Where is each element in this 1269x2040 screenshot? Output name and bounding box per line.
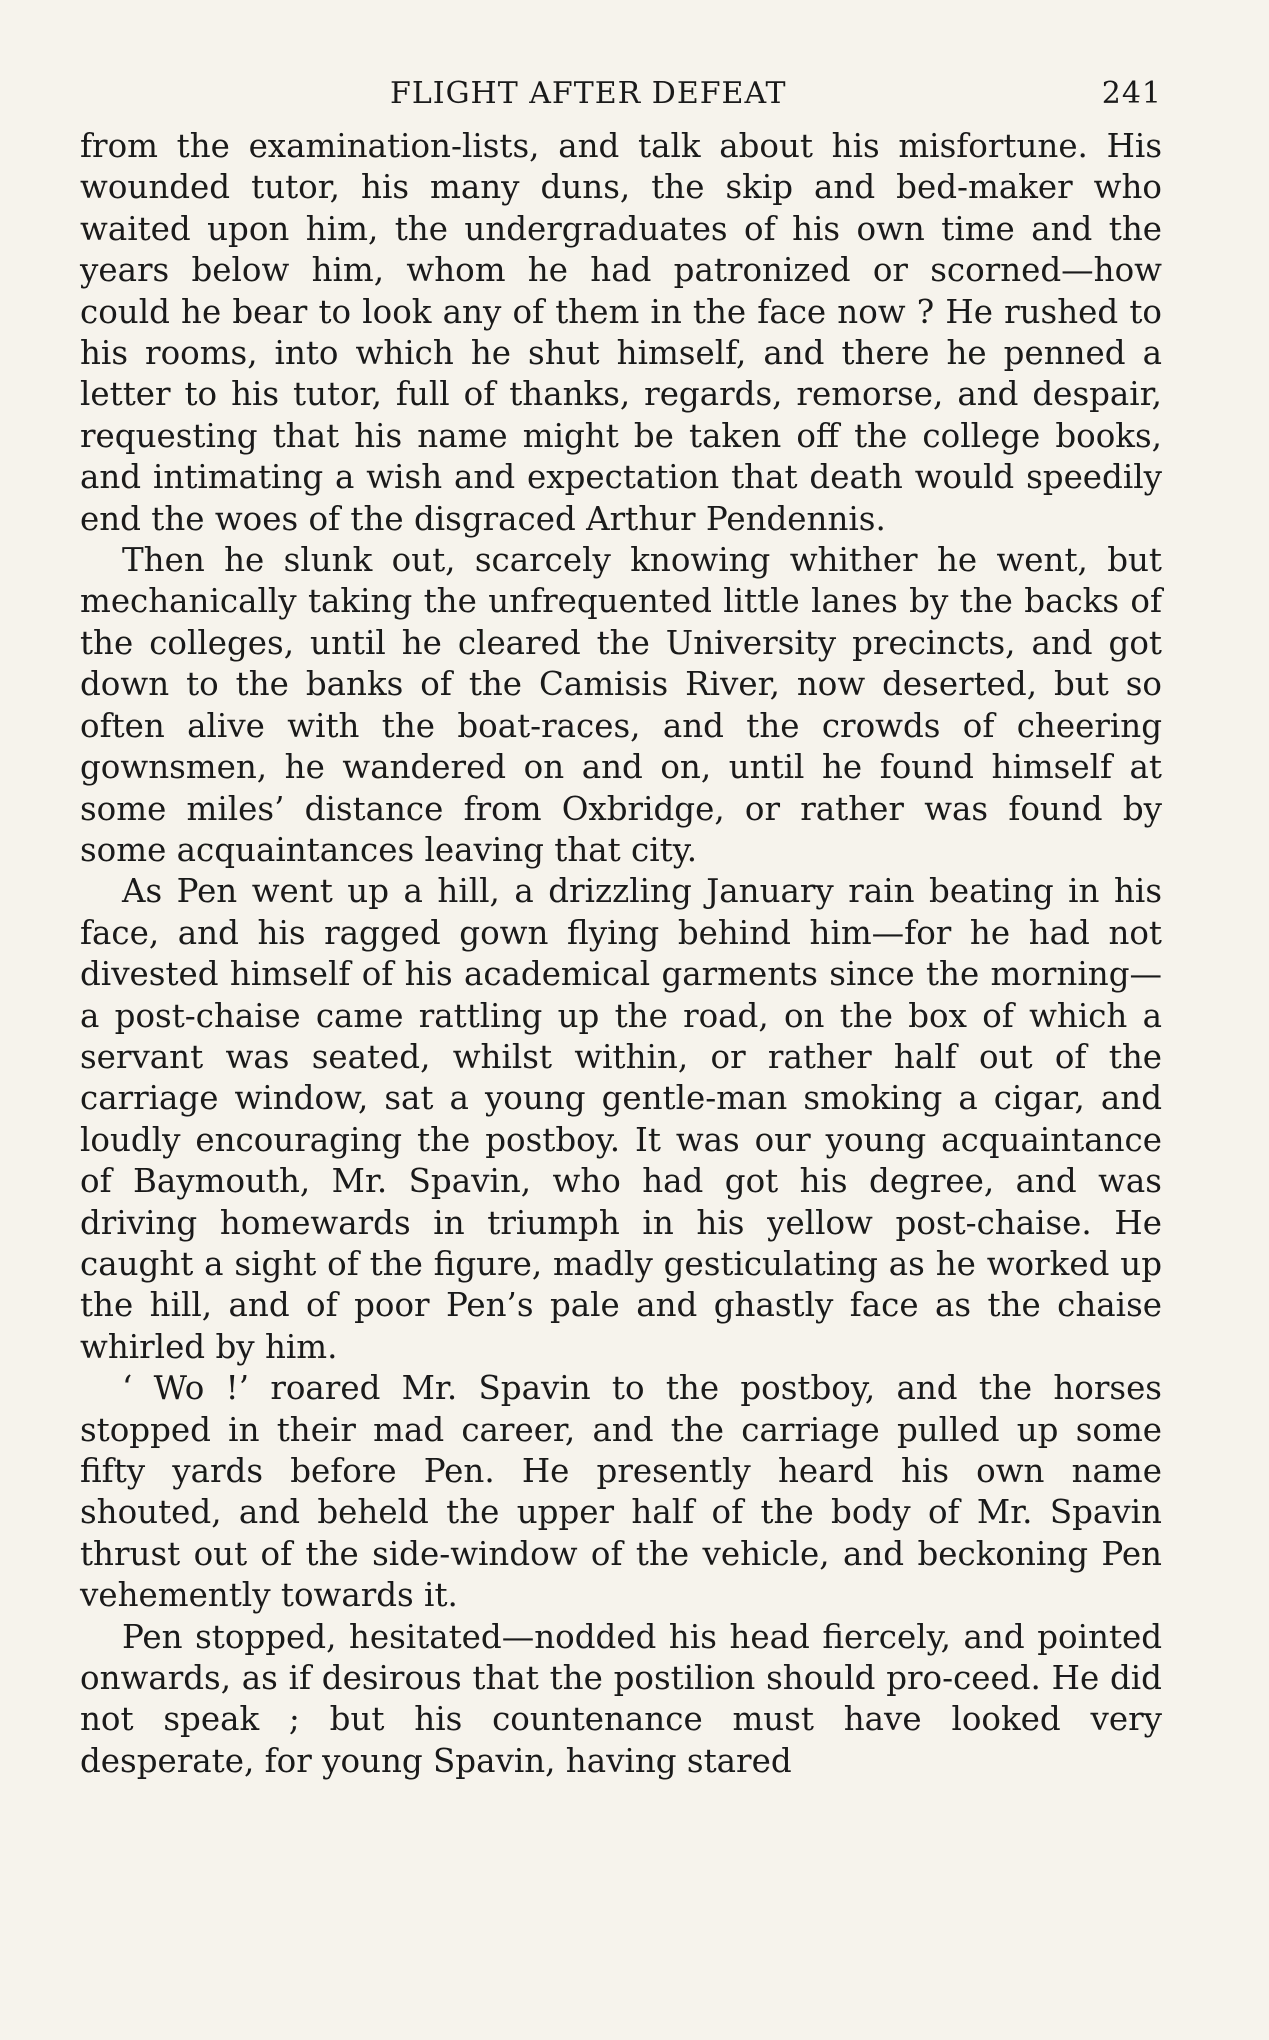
- paragraph: Pen stopped, hesitated—nodded his head fiercely, and pointed onwards, as if desirous that the postilion should pro-ceed. He did not speak ; but his countenance must have looked very desperate, for young Spavin, having stared: [80, 1617, 1162, 1780]
- paragraph: As Pen went up a hill, a drizzling January rain beating in his face, and his ragged gown flying behind him—for he had not divested himself of his academical garments since the morning—a post-chaise came rattling up the road, on the box of which a servant was seated, whilst within, or rather half out of the carriage window, sat a young gentle-man smoking a cigar, and loudly encouraging the postboy. It was our young acquaintance of Baymouth, Mr. Spavin, who had got his degree, and was driving homewards in triumph in his yellow post-chaise. He caught a sight of the figure, madly gesticulating as he worked up the hill, and of poor Pen’s pale and ghastly face as the chaise whirled by him.: [80, 872, 1162, 1366]
- running-head: [80, 70, 1162, 126]
- paragraph: Then he slunk out, scarcely knowing whither he went, but mechanically taking the unfrequented little lanes by the backs of the colleges, until he cleared the University precincts, and got down to the banks of the Camisis River, now deserted, but so often alive with the boat-races, and the crowds of cheering gownsmen, he wandered on and on, until he found himself at some miles’ distance from Oxbridge, or rather was found by some acquaintances leaving that city.: [80, 541, 1162, 869]
- running-title: FLIGHT AFTER DEFEAT: [390, 76, 787, 111]
- body-text: [80, 126, 1162, 1782]
- book-page: [80, 70, 1162, 1782]
- paragraph: ‘ Wo !’ roared Mr. Spavin to the postboy, and the horses stopped in their mad career, and the carriage pulled up some fifty yards before Pen. He presently heard his own name shouted, and beheld the upper half of the body of Mr. Spavin thrust out of the side-window of the vehicle, and beckoning Pen vehemently towards it.: [80, 1369, 1162, 1615]
- page-number: 241: [1101, 76, 1162, 111]
- paragraph: from the examination-lists, and talk about his misfortune. His wounded tutor, his many duns, the skip and bed-maker who waited upon him, the undergraduates of his own time and the years below him, whom he had patronized or scorned—how could he bear to look any of them in the face now ? He rushed to his rooms, into which he shut himself, and there he penned a letter to his tutor, full of thanks, regards, remorse, and despair, requesting that his name might be taken off the college books, and intimating a wish and expectation that death would speedily end the woes of the disgraced Arthur Pendennis.: [80, 127, 1162, 538]
